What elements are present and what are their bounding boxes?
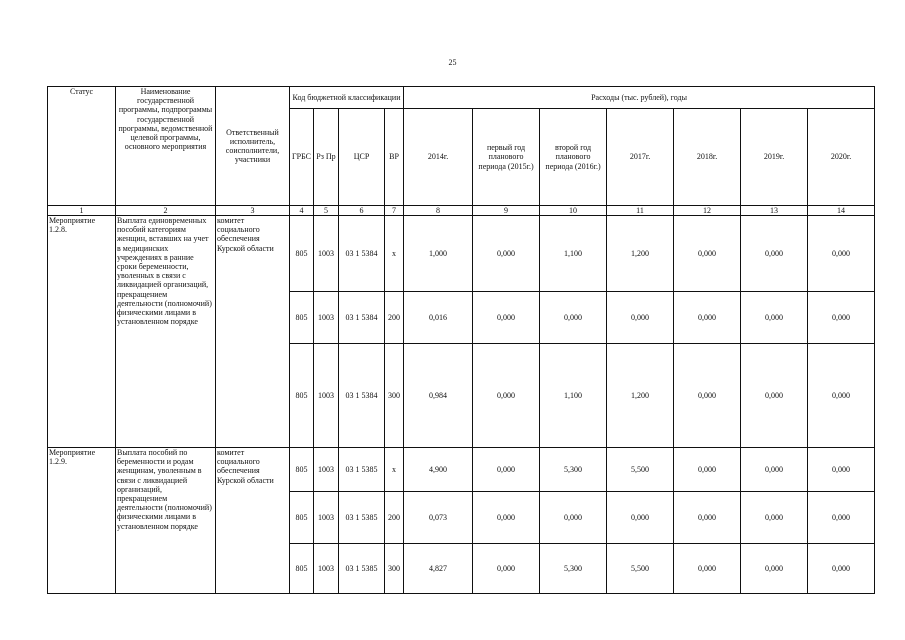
cell-csr: 03 1 5384 xyxy=(339,292,385,344)
cell-rzpr: 1003 xyxy=(314,216,339,292)
column-number: 13 xyxy=(741,206,808,216)
cell-2017: 0,000 xyxy=(607,492,674,544)
page-number: 25 xyxy=(448,58,457,67)
cell-rzpr: 1003 xyxy=(314,492,339,544)
table-row xyxy=(48,448,875,492)
column-number: 7 xyxy=(385,206,404,216)
cell-csr: 03 1 5385 xyxy=(339,544,385,594)
header-2014: 2014г. xyxy=(404,109,473,206)
cell-2020: 0,000 xyxy=(808,292,875,344)
cell-2018: 0,000 xyxy=(674,544,741,594)
row-status: Мероприятие 1.2.9. xyxy=(48,448,116,594)
cell-2019: 0,000 xyxy=(741,448,808,492)
cell-rzpr: 1003 xyxy=(314,544,339,594)
cell-2015: 0,000 xyxy=(473,216,540,292)
cell-vr: 200 xyxy=(385,292,404,344)
column-number: 11 xyxy=(607,206,674,216)
cell-rzpr: 1003 xyxy=(314,292,339,344)
cell-2017: 1,200 xyxy=(607,344,674,448)
cell-2016: 1,100 xyxy=(540,216,607,292)
header-2020: 2020г. xyxy=(808,109,875,206)
header-2019: 2019г. xyxy=(741,109,808,206)
cell-csr: 03 1 5385 xyxy=(339,492,385,544)
column-number: 10 xyxy=(540,206,607,216)
header-2017: 2017г. xyxy=(607,109,674,206)
cell-2016: 5,300 xyxy=(540,448,607,492)
cell-2020: 0,000 xyxy=(808,544,875,594)
column-number: 1 xyxy=(48,206,116,216)
cell-2020: 0,000 xyxy=(808,492,875,544)
cell-2016: 0,000 xyxy=(540,492,607,544)
table-row xyxy=(48,216,875,292)
cell-2014: 0,073 xyxy=(404,492,473,544)
cell-2020: 0,000 xyxy=(808,216,875,292)
cell-2018: 0,000 xyxy=(674,292,741,344)
cell-2018: 0,000 xyxy=(674,492,741,544)
cell-grbs: 805 xyxy=(290,492,314,544)
cell-2015: 0,000 xyxy=(473,344,540,448)
row-responsible: комитет социального обеспечения Курской области xyxy=(216,448,290,594)
cell-2016: 1,100 xyxy=(540,344,607,448)
cell-2019: 0,000 xyxy=(741,344,808,448)
row-responsible: комитет социального обеспечения Курской области xyxy=(216,216,290,448)
cell-rzpr: 1003 xyxy=(314,448,339,492)
column-number: 2 xyxy=(116,206,216,216)
cell-grbs: 805 xyxy=(290,344,314,448)
cell-csr: 03 1 5384 xyxy=(339,216,385,292)
cell-2015: 0,000 xyxy=(473,292,540,344)
cell-grbs: 805 xyxy=(290,544,314,594)
header-budget-code: Код бюджетной классификации xyxy=(290,87,404,109)
cell-2017: 1,200 xyxy=(607,216,674,292)
header-expenses: Расходы (тыс. рублей), годы xyxy=(404,87,875,109)
cell-vr: 200 xyxy=(385,492,404,544)
cell-2018: 0,000 xyxy=(674,448,741,492)
cell-grbs: 805 xyxy=(290,448,314,492)
cell-vr: 300 xyxy=(385,544,404,594)
header-rzpr: Рз Пр xyxy=(314,109,339,206)
cell-2014: 0,016 xyxy=(404,292,473,344)
column-number: 3 xyxy=(216,206,290,216)
column-number: 8 xyxy=(404,206,473,216)
cell-2019: 0,000 xyxy=(741,292,808,344)
row-name: Выплата пособий по беременности и родам женщинам, уволенным в связи с ликвидацией организаций, прекращением деятельности (полномочий) физическими лицами в установленном порядке xyxy=(116,448,216,594)
header-responsible: Ответственный исполнитель, соисполнители, участники xyxy=(216,87,290,206)
cell-csr: 03 1 5384 xyxy=(339,344,385,448)
cell-vr: x xyxy=(385,216,404,292)
cell-2017: 5,500 xyxy=(607,544,674,594)
cell-2015: 0,000 xyxy=(473,544,540,594)
cell-2020: 0,000 xyxy=(808,344,875,448)
cell-2017: 0,000 xyxy=(607,292,674,344)
header-csr: ЦСР xyxy=(339,109,385,206)
cell-2014: 4,900 xyxy=(404,448,473,492)
column-number: 14 xyxy=(808,206,875,216)
header-vr: ВР xyxy=(385,109,404,206)
header-name: Наименование государственной программы, подпрограммы государственной программы, ведомственной целевой программы, основного мероприятия xyxy=(116,87,216,206)
column-number: 5 xyxy=(314,206,339,216)
row-name: Выплата единовременных пособий категориям женщин, вставших на учет в медицинских учреждениях в ранние сроки беременности, уволенных в связи с ликвидацией организаций, прекращением деятельности (полномочий) физическими лицами в установленном порядке xyxy=(116,216,216,448)
column-number: 9 xyxy=(473,206,540,216)
row-status: Мероприятие 1.2.8. xyxy=(48,216,116,448)
cell-2014: 4,827 xyxy=(404,544,473,594)
column-number: 4 xyxy=(290,206,314,216)
cell-2014: 0,984 xyxy=(404,344,473,448)
cell-grbs: 805 xyxy=(290,216,314,292)
column-number: 6 xyxy=(339,206,385,216)
header-grbs: ГРБС xyxy=(290,109,314,206)
header-status: Статус xyxy=(48,87,116,206)
header-2018: 2018г. xyxy=(674,109,741,206)
cell-vr: x xyxy=(385,448,404,492)
cell-2017: 5,500 xyxy=(607,448,674,492)
cell-2014: 1,000 xyxy=(404,216,473,292)
header-2016: второй год планового периода (2016г.) xyxy=(540,109,607,206)
header-2015: первый год планового периода (2015г.) xyxy=(473,109,540,206)
cell-2015: 0,000 xyxy=(473,492,540,544)
cell-2018: 0,000 xyxy=(674,216,741,292)
cell-grbs: 805 xyxy=(290,292,314,344)
budget-table xyxy=(47,86,875,594)
cell-2019: 0,000 xyxy=(741,492,808,544)
cell-2019: 0,000 xyxy=(741,544,808,594)
cell-2016: 0,000 xyxy=(540,292,607,344)
column-number-row xyxy=(48,206,875,216)
cell-rzpr: 1003 xyxy=(314,344,339,448)
column-number: 12 xyxy=(674,206,741,216)
cell-2019: 0,000 xyxy=(741,216,808,292)
cell-2015: 0,000 xyxy=(473,448,540,492)
cell-2018: 0,000 xyxy=(674,344,741,448)
cell-csr: 03 1 5385 xyxy=(339,448,385,492)
cell-vr: 300 xyxy=(385,344,404,448)
cell-2016: 5,300 xyxy=(540,544,607,594)
cell-2020: 0,000 xyxy=(808,448,875,492)
